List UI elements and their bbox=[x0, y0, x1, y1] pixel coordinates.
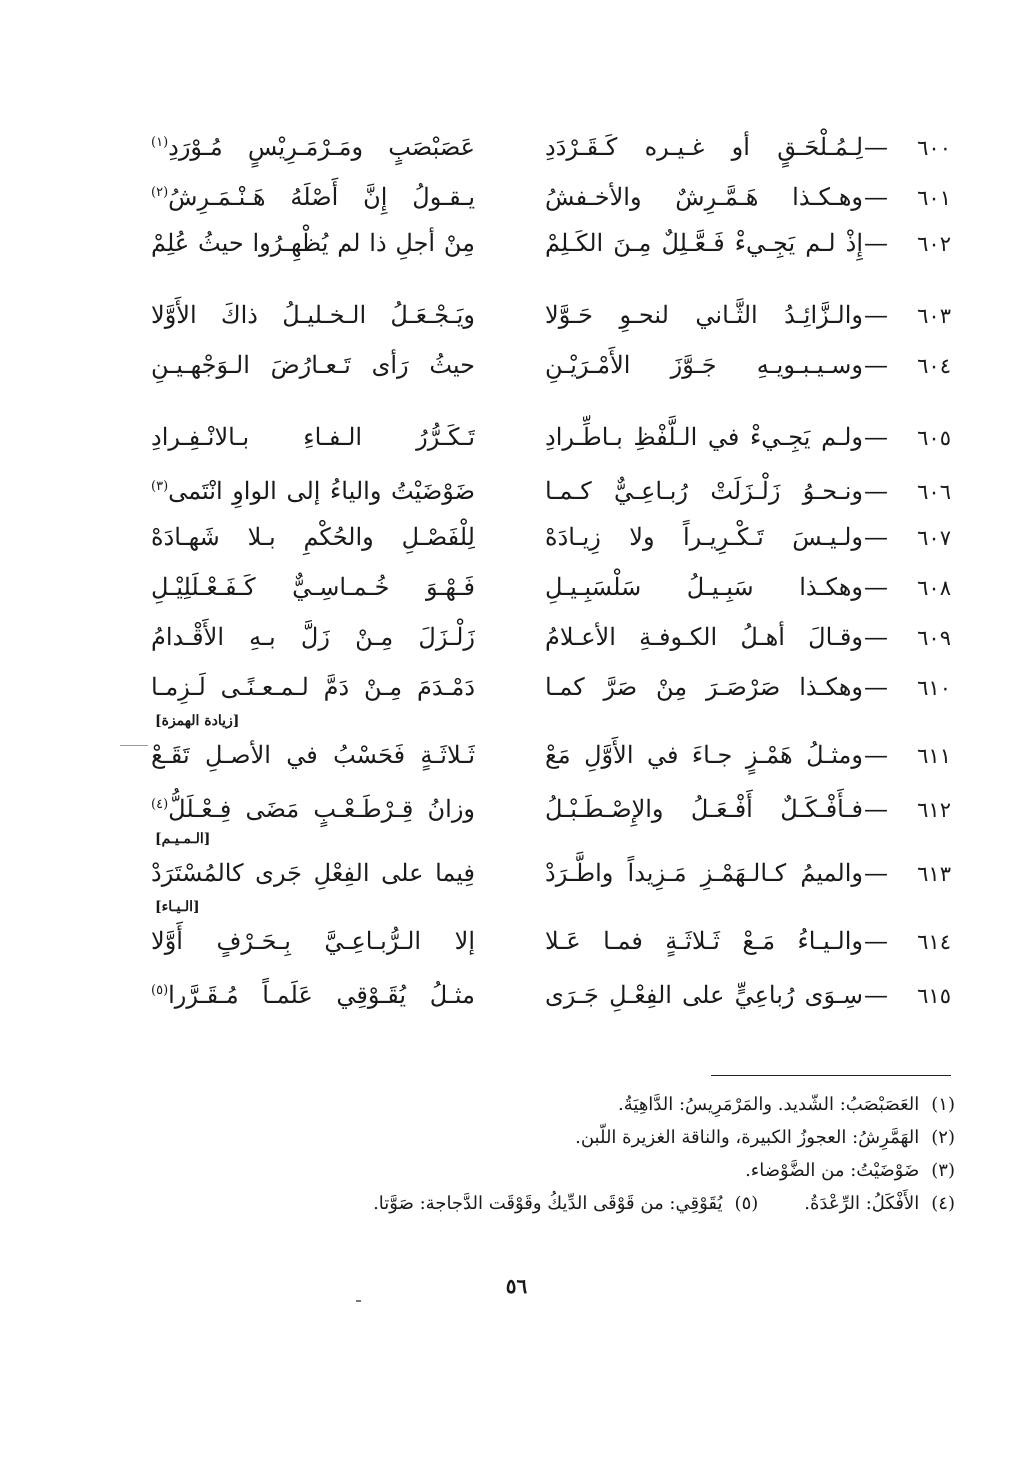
verse-line bbox=[151, 562, 951, 612]
first-hemistich: ولـم يَجِـيءْ في الـلَّفْظِ بـاطِّـرادِ bbox=[545, 423, 863, 451]
verse-dash: — bbox=[864, 423, 888, 451]
second-hemistich-text: وزانُ قِـرْطَـعْـبٍ مَضَى فِـعْـلَلُّ bbox=[168, 795, 475, 823]
second-hemistich-text: تَـكَـرُّرُ الـفـاءِ بـالانْـفِـرادِ bbox=[151, 423, 475, 451]
verse-line bbox=[151, 168, 951, 218]
footnote-4 bbox=[804, 1187, 955, 1220]
second-hemistich bbox=[151, 612, 475, 662]
first-hemistich: إِذْ لـم يَجِـيءْ فَـعَّـلِلٌ مِـنَ الكَـلِمْ bbox=[545, 229, 863, 257]
footnote-text: العَصَبْصَبُ: الشّديد. والمَرْمَرِيسُ: الدَّاهِيَةُ. bbox=[618, 1094, 920, 1115]
verse-dash: — bbox=[864, 623, 888, 651]
section-label: [الـمـيـم] bbox=[155, 831, 211, 847]
second-hemistich-text: مثـلُ يُقَـوْقِي عَلَمـاً مُـقَـرَّرا bbox=[168, 981, 475, 1009]
scan-speck bbox=[356, 1300, 361, 1302]
second-hemistich-text: ضَوْضَيْتُ والياءُ إلى الواوِ انْتَمى bbox=[168, 477, 475, 505]
first-hemistich: وقـالَ أهـلُ الكـوفـةِ الأعـلامُ bbox=[545, 623, 863, 651]
verse-line bbox=[151, 730, 951, 780]
second-hemistich-text: زَلْـزَلَ مِـنْ زَلَّ بـهِ الأَقْـدامُ bbox=[151, 623, 475, 651]
verse-number: ٦٠٥ bbox=[917, 426, 951, 450]
verse-line bbox=[151, 916, 951, 966]
verse-number: ٦١٠ bbox=[917, 676, 951, 700]
footnote-mark: (٥) bbox=[734, 1193, 759, 1214]
first-hemistich: ونـحـوُ زَلْـزَلَتْ رُبـاعِـيٌّ كـمـا bbox=[545, 477, 863, 505]
margin-mark bbox=[120, 745, 148, 746]
verse-number: ٦١١ bbox=[917, 744, 951, 768]
verse-line bbox=[151, 662, 951, 712]
second-hemistich bbox=[151, 730, 475, 780]
verse-dash: — bbox=[864, 301, 888, 329]
verse-group bbox=[151, 118, 951, 268]
footnote-mark: (١) bbox=[931, 1094, 955, 1115]
second-hemistich bbox=[151, 562, 475, 612]
first-hemistich: سِـوَى رُباعِيٍّ على الفِعْـلِ جَـرَى bbox=[545, 981, 863, 1009]
second-hemistich-text: ثَـلاثَـةٍ فَحَسْبُ في الأصـلِ تَقَـعْ bbox=[151, 741, 475, 769]
verse-line bbox=[151, 780, 951, 830]
verse-dash: — bbox=[864, 859, 888, 887]
verse-number: ٦١٥ bbox=[917, 984, 951, 1008]
verse-line bbox=[151, 512, 951, 562]
verse-line bbox=[151, 612, 951, 662]
footnote-separator bbox=[711, 1075, 951, 1076]
first-hemistich: والميمُ كـالـهَمْـزِ مَـزِيداً واطَّـرَدْ bbox=[545, 859, 863, 887]
verse-number: ٦١٣ bbox=[917, 862, 951, 886]
poem-verses bbox=[151, 118, 951, 1038]
verse-number: ٦١٢ bbox=[917, 798, 951, 822]
second-hemistich-text: دَمْـدَمَ مِـنْ دَمَّ لـمـعـنًـى لَـزِمـا bbox=[151, 673, 475, 701]
verse-dash: — bbox=[864, 133, 888, 161]
second-hemistich bbox=[151, 412, 475, 462]
verse-line bbox=[151, 848, 951, 898]
second-hemistich bbox=[151, 340, 475, 390]
second-hemistich-text: حيثُ رَأى تَـعـارُضَ الـوَجْهـيـنِ bbox=[151, 351, 475, 379]
first-hemistich: وسـيـبـويـهِ جَـوَّزَ الأَمْـرَيْـنِ bbox=[545, 351, 863, 379]
verse-number: ٦٠٧ bbox=[917, 526, 951, 550]
verse-number: ٦٠٣ bbox=[917, 304, 951, 328]
second-hemistich bbox=[151, 966, 475, 1020]
verse-group bbox=[151, 290, 951, 390]
footnote-text: يُقَوْقِي: من قَوْقَى الدِّيكُ وقَوْقَت الدَّجاجة: صَوَّتا. bbox=[373, 1193, 723, 1214]
verse-dash: — bbox=[864, 673, 888, 701]
verse-line bbox=[151, 290, 951, 340]
verse-line bbox=[151, 412, 951, 462]
second-hemistich bbox=[151, 118, 475, 172]
verse-number: ٦٠٢ bbox=[917, 232, 951, 256]
footnote-reference: (١) bbox=[151, 135, 169, 150]
verse-number: ٦٠٠ bbox=[917, 136, 951, 160]
page-number: ٥٦ bbox=[505, 1274, 528, 1298]
section-label: [زيادة الهمزة] bbox=[155, 713, 240, 729]
second-hemistich-text: إلا الـرُّبـاعِـيَّ بِـحَـرْفٍ أَوَّلا bbox=[151, 927, 475, 955]
verse-dash: — bbox=[864, 523, 888, 551]
verse-dash: — bbox=[864, 741, 888, 769]
footnote-reference: (٤) bbox=[151, 797, 169, 812]
verse-number: ٦٠٨ bbox=[917, 576, 951, 600]
footnotes bbox=[155, 1088, 955, 1220]
second-hemistich bbox=[151, 780, 475, 834]
second-hemistich-text: لِلْفَصْـلِ والحُكْمِ بـلا شَهـادَهْ bbox=[151, 523, 475, 551]
footnote-reference: (٢) bbox=[151, 185, 169, 200]
second-hemistich bbox=[151, 218, 475, 268]
footnote-5 bbox=[373, 1193, 758, 1214]
footnote-reference: (٣) bbox=[151, 479, 169, 494]
first-hemistich: وهكـذا سَبِـيـلُ سَلْسَبِـيـلِ bbox=[545, 573, 863, 601]
footnote-reference: (٥) bbox=[151, 983, 169, 998]
verse-number: ٦٠١ bbox=[917, 186, 951, 210]
second-hemistich-text: فِيما على الفِعْلِ جَرى كالمُسْتَرَدْ bbox=[151, 859, 475, 887]
verse-number: ٦١٤ bbox=[917, 930, 951, 954]
second-hemistich bbox=[151, 462, 475, 516]
verse-dash: — bbox=[864, 573, 888, 601]
verse-line bbox=[151, 218, 951, 268]
first-hemistich: ومثـلُ هَمْـزٍ جـاءَ في الأَوَّلِ مَعْ bbox=[545, 741, 863, 769]
second-hemistich bbox=[151, 662, 475, 712]
second-hemistich bbox=[151, 916, 475, 966]
footnote-mark: (٤) bbox=[931, 1193, 955, 1214]
second-hemistich-text: مِنْ أجلِ ذا لم يُظْهِـرُوا حيثُ عُلِمْ bbox=[151, 229, 475, 257]
verse-line bbox=[151, 462, 951, 512]
second-hemistich bbox=[151, 168, 475, 222]
verse-line bbox=[151, 118, 951, 168]
footnote-text: الأَفْكَلُ: الرِّعْدَةُ. bbox=[804, 1193, 920, 1214]
footnote-text: ضَوْضَيْتُ: من الضَّوْضاء. bbox=[745, 1160, 920, 1181]
verse-number: ٦٠٤ bbox=[917, 354, 951, 378]
first-hemistich: والـزَّائِـدُ الثَّـاني لنحـوِ حَـوَّلا bbox=[545, 301, 863, 329]
footnote-text: الهَمَّرِشُ: العجوزُ الكبيرة، والناقة الغزيرة اللّبن. bbox=[575, 1127, 920, 1148]
first-hemistich: وهكـذا صَرْصَـرَ مِنْ صَرَّ كمـا bbox=[545, 673, 863, 701]
verse-line bbox=[151, 966, 951, 1016]
verse-line bbox=[151, 340, 951, 390]
first-hemistich: ولـيـسَ تَـكْـرِيـراً ولا زِيـادَهْ bbox=[545, 523, 863, 551]
verse-dash: — bbox=[864, 229, 888, 257]
footnote-3 bbox=[155, 1154, 955, 1187]
footnote-2 bbox=[155, 1121, 955, 1154]
first-hemistich: فـأَفْـكَـلٌ أَفْـعَـلُ والإِصْـطَـبْـلُ bbox=[545, 795, 863, 823]
verse-number: ٦٠٩ bbox=[917, 626, 951, 650]
second-hemistich bbox=[151, 290, 475, 340]
second-hemistich-text: ويَـجْـعَـلُ الـخـليـلُ ذاكَ الأَوَّلا bbox=[151, 301, 475, 329]
footnote-mark: (٢) bbox=[931, 1127, 955, 1148]
second-hemistich bbox=[151, 848, 475, 898]
verse-dash: — bbox=[864, 981, 888, 1009]
verse-dash: — bbox=[864, 477, 888, 505]
section-label: [الـيـاء] bbox=[155, 899, 200, 915]
verse-dash: — bbox=[864, 183, 888, 211]
second-hemistich-text: عَصَبْصَبٍ ومَـرْمَـرِيْسٍ مُـوْرَدِ bbox=[168, 133, 475, 161]
first-hemistich: والـيـاءُ مَـعْ ثَـلاثَـةٍ فمـا عَـلا bbox=[545, 927, 863, 955]
verse-group bbox=[151, 412, 951, 1016]
verse-dash: — bbox=[864, 795, 888, 823]
footnote-4-5 bbox=[155, 1187, 955, 1220]
second-hemistich bbox=[151, 512, 475, 562]
first-hemistich: لِـمُـلْحَـقٍ أو غـيـره كَـقَـرْدَدِ bbox=[545, 133, 863, 161]
footnote-1 bbox=[155, 1088, 955, 1121]
verse-dash: — bbox=[864, 927, 888, 955]
first-hemistich: وهـكـذا هَـمَّـرِشٌ والأخـفشُ bbox=[545, 183, 863, 211]
verse-dash: — bbox=[864, 351, 888, 379]
second-hemistich-text: يـقـولُ إِنَّ أَصْلَهُ هَـنْـمَـرِشُ bbox=[168, 183, 475, 211]
verse-number: ٦٠٦ bbox=[917, 480, 951, 504]
second-hemistich-text: فَـهْـوَ خُـمـاسِـيٌّ كَـفَـعْـلَلِيْـلِ bbox=[151, 573, 475, 601]
footnote-mark: (٣) bbox=[931, 1160, 955, 1181]
